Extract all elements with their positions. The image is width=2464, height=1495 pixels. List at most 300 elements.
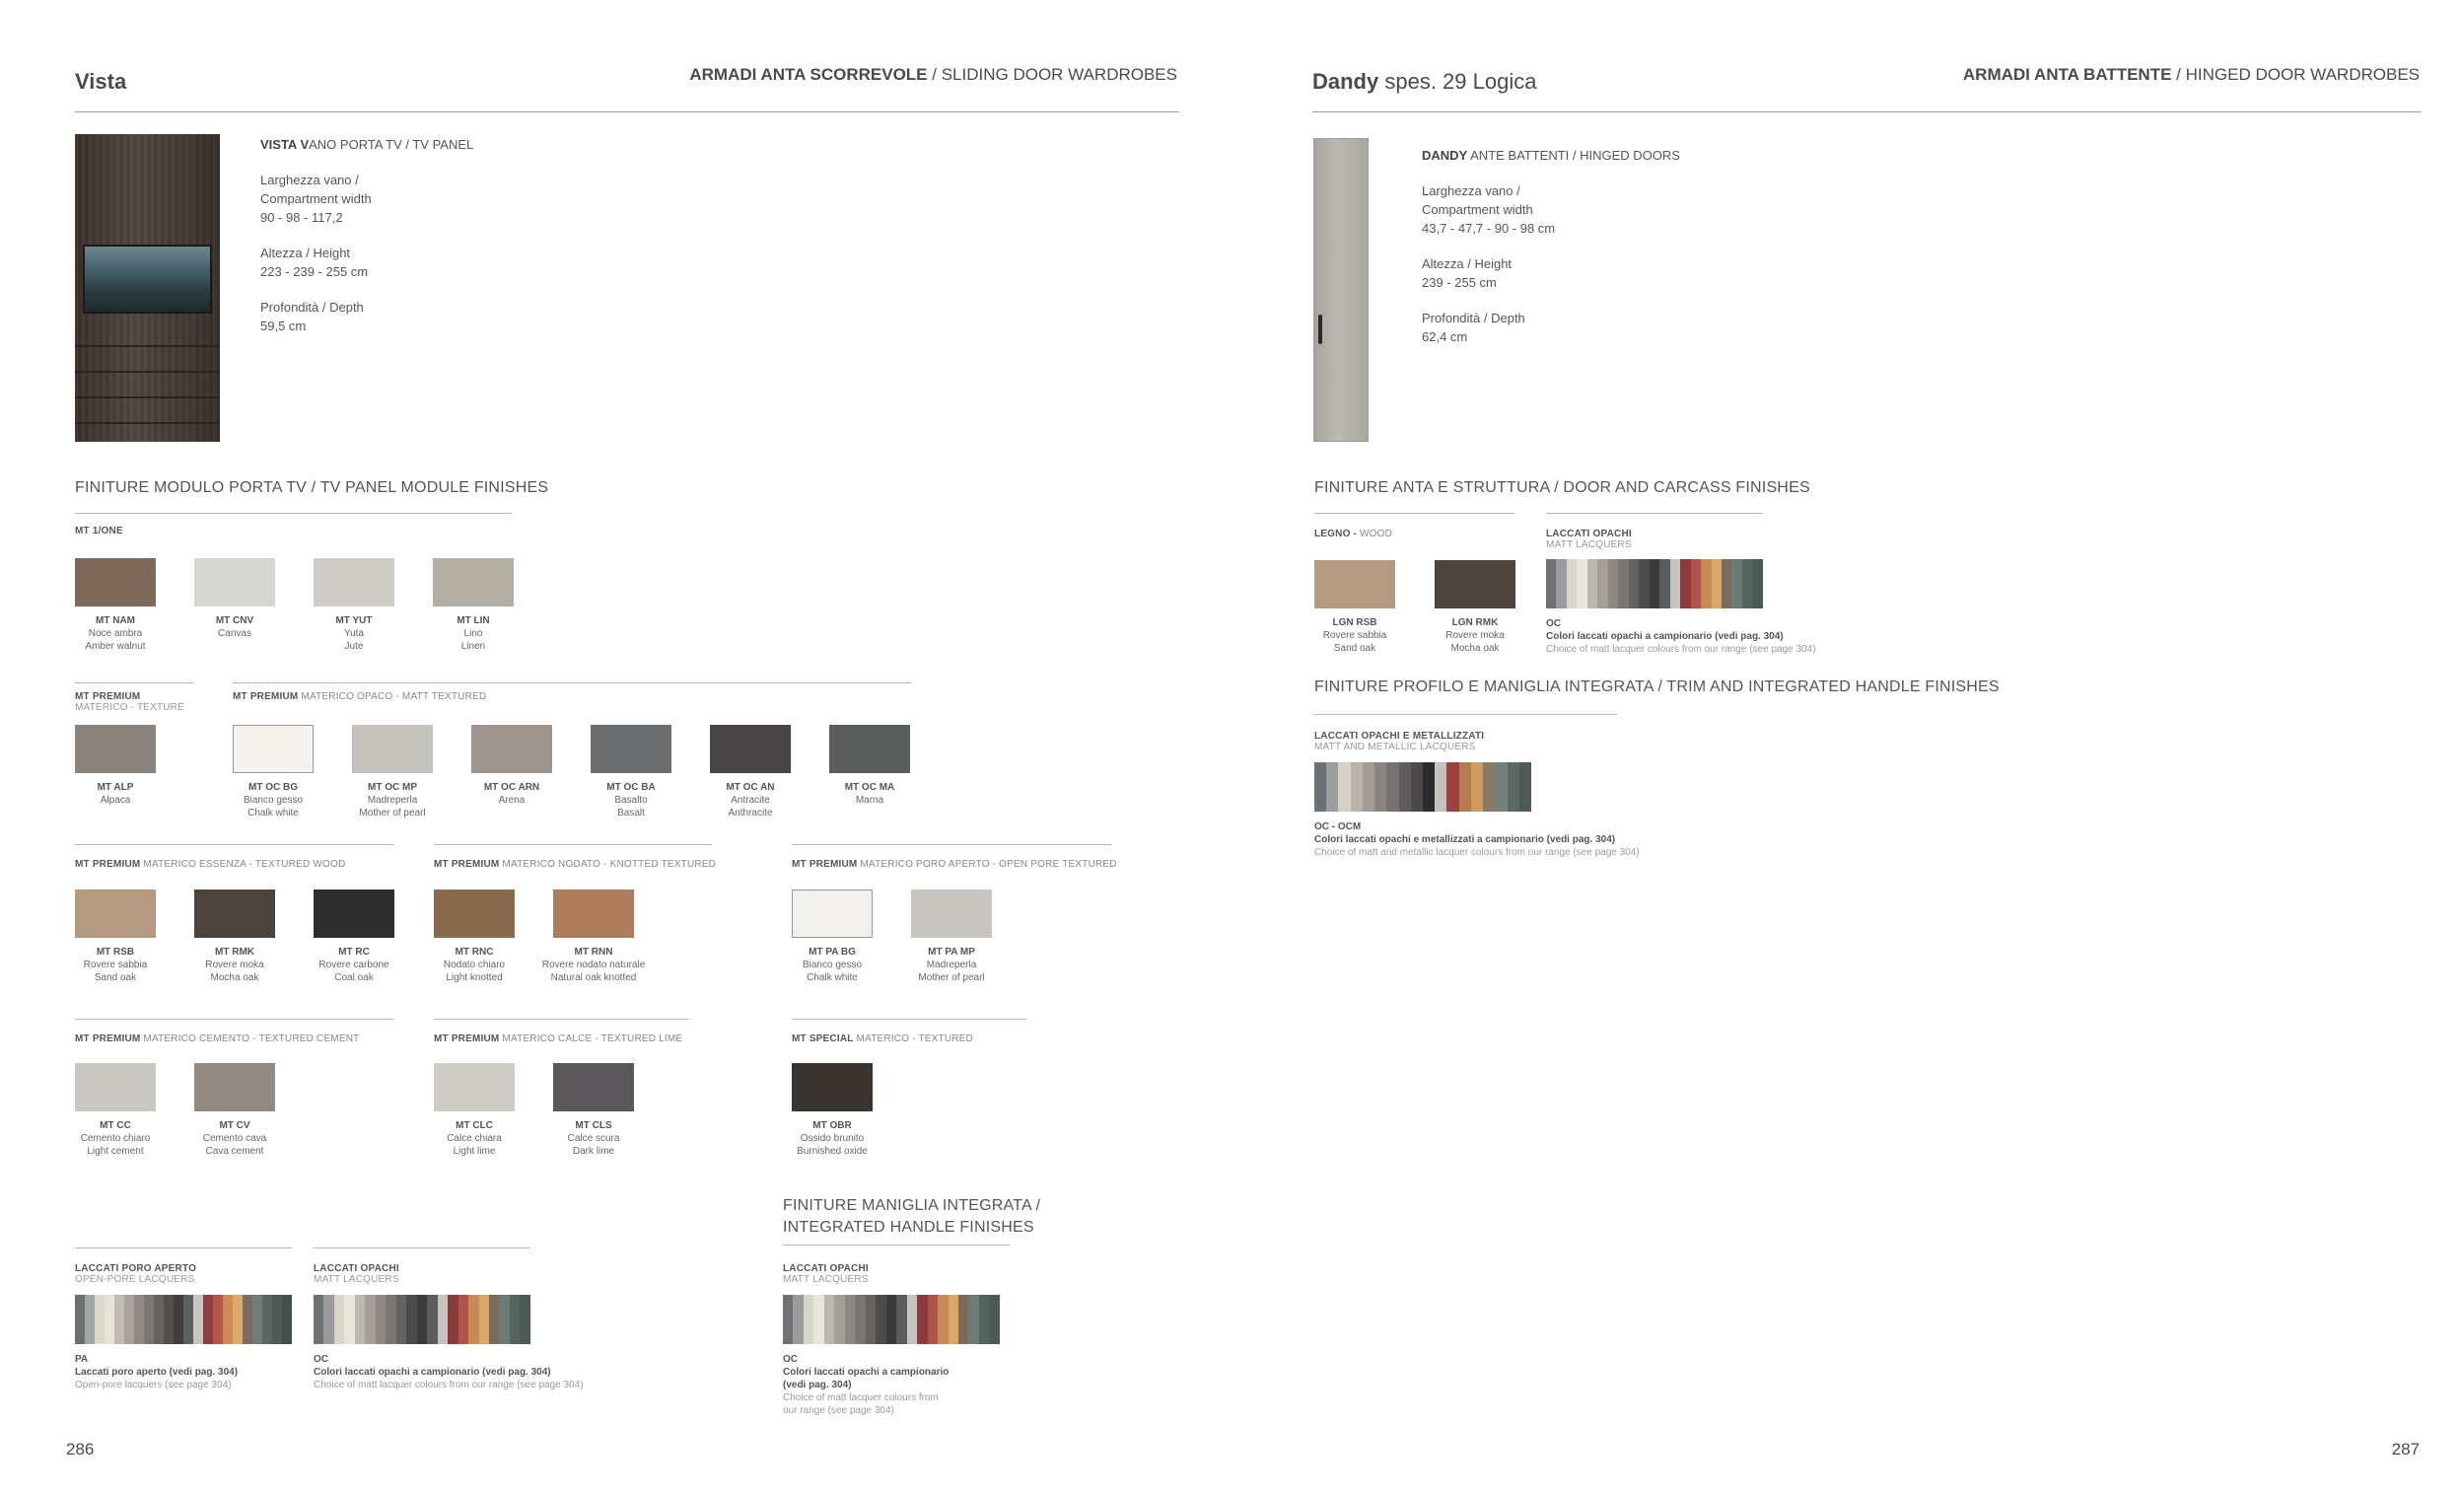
swatch-caption-mt-rnc: [415, 946, 533, 984]
lacquer-poro-code: PA: [75, 1354, 89, 1365]
matt-lacquer-strip: [314, 1295, 530, 1344]
swatch-code: MT RMK: [215, 947, 254, 958]
lacquer-color-chip: [866, 1295, 876, 1344]
group-calce-label-text: MT PREMIUM: [434, 1033, 500, 1044]
swatch-name-it: Basalto: [614, 795, 648, 806]
swatch-code: MT OC AN: [726, 782, 775, 793]
swatch-mt-oc-mp: [352, 725, 433, 773]
trim-sub: MATT AND METALLIC LACQUERS: [1314, 742, 1476, 752]
lacquer-opachi-en: Choice of matt lacquer colours from our range (see page 304): [314, 1380, 584, 1390]
right-header-rule: [1312, 111, 2421, 112]
lacquer-color-chip: [114, 1295, 124, 1344]
lacquer-color-chip: [243, 1295, 252, 1344]
lacquer-color-chip: [386, 1295, 395, 1344]
lacquer-color-chip: [1556, 559, 1566, 608]
vista-tv-screen: [83, 245, 212, 314]
handle-en1: Choice of matt lacquer colours from: [783, 1392, 939, 1403]
right-lacquer-sub: MATT LACQUERS: [1546, 539, 1632, 550]
swatch-name-en: Cava cement: [205, 1146, 264, 1157]
swatch-lgn-rmk: [1435, 560, 1515, 608]
swatch-mt-oc-an: [710, 725, 791, 773]
lacquer-opachi-rule: [314, 1247, 530, 1248]
swatch-caption-mt-cv: [176, 1119, 294, 1158]
lacquer-color-chip: [1351, 762, 1363, 812]
lacquer-color-chip: [824, 1295, 834, 1344]
handle-title-line2: INTEGRATED HANDLE FINISHES: [783, 1219, 1034, 1236]
group-essenza-sub: MATERICO ESSENZA - TEXTURED WOOD: [140, 859, 346, 870]
swatch-code: MT YUT: [335, 615, 373, 626]
open-pore-lacquer-strip: [75, 1295, 292, 1344]
swatch-name-it: Rovere sabbia: [1322, 630, 1387, 641]
dandy-height-label: Altezza / Height: [1422, 256, 1513, 271]
lacquer-color-chip: [344, 1295, 354, 1344]
swatch-mt-rsb: [75, 890, 156, 938]
lacquer-color-chip: [203, 1295, 213, 1344]
lacquer-color-chip: [174, 1295, 183, 1344]
lacquer-color-chip: [376, 1295, 386, 1344]
group-nodato-sub: MATERICO NODATO - KNOTTED TEXTURED: [499, 859, 717, 870]
right-category-rest: / HINGED DOOR WARDROBES: [2171, 65, 2420, 84]
lacquer-color-chip: [1680, 559, 1690, 608]
lacquer-color-chip: [928, 1295, 938, 1344]
lacquer-color-chip: [813, 1295, 823, 1344]
swatch-mt-rnn: [553, 890, 634, 938]
swatch-caption-mt-rmk: [176, 946, 294, 984]
group-opaco-label-text: MT PREMIUM: [233, 691, 299, 702]
lacquer-color-chip: [1386, 762, 1398, 812]
swatch-mt-cv: [194, 1063, 275, 1111]
swatch-caption-mt-oc-bg: [214, 781, 332, 819]
lacquer-color-chip: [1423, 762, 1435, 812]
lacquer-color-chip: [427, 1295, 437, 1344]
right-lacquer-rule: [1546, 513, 1763, 514]
swatch-caption-lgn-rsb: [1296, 616, 1414, 655]
left-finishes-title: FINITURE MODULO PORTA TV / TV PANEL MODULE FINISHES: [75, 479, 549, 496]
dandy-depth-value: 62,4 cm: [1422, 329, 1468, 344]
lacquer-color-chip: [396, 1295, 406, 1344]
spacer: [1422, 165, 1680, 181]
swatch-name-it: Nodato chiaro: [443, 960, 506, 970]
lacquer-color-chip: [1712, 559, 1722, 608]
swatch-mt-nam: [75, 558, 156, 606]
lacquer-color-chip: [989, 1295, 999, 1344]
dandy-product-image: [1313, 138, 1369, 442]
lacquer-color-chip: [1446, 762, 1458, 812]
handle-code: OC: [783, 1354, 798, 1365]
swatch-name-it: Cemento cava: [202, 1133, 267, 1144]
right-lacquer-label: [1546, 529, 1632, 550]
vista-width-label: Larghezza vano /: [260, 173, 359, 187]
lacquer-color-chip: [105, 1295, 114, 1344]
right-lacquer-it: Colori laccati opachi a campionario (vedi pag. 304): [1546, 631, 1784, 642]
swatch-caption-mt-clc: [415, 1119, 533, 1158]
swatch-caption-mt-rsb: [56, 946, 175, 984]
swatch-name-it: Rovere nodato naturale: [541, 960, 646, 970]
dandy-width-label-en: Compartment width: [1422, 202, 1533, 217]
swatch-mt-cnv: [194, 558, 275, 606]
lacquer-color-chip: [1435, 762, 1446, 812]
swatch-code: MT CNV: [215, 615, 254, 626]
swatch-code: MT OBR: [812, 1120, 852, 1131]
lacquer-poro-sub: OPEN-PORE LACQUERS: [75, 1274, 195, 1285]
swatch-caption-mt-cnv: [176, 614, 294, 640]
swatch-caption-mt-oc-ba: [572, 781, 690, 819]
spacer: [1422, 238, 1680, 254]
lacquer-color-chip: [124, 1295, 134, 1344]
swatch-name-en: Basalt: [617, 808, 645, 819]
group-mt1-label: MT 1/ONE: [75, 526, 123, 536]
lacquer-color-chip: [1577, 559, 1586, 608]
swatch-name-it: Calce scura: [567, 1133, 620, 1144]
dandy-depth-label: Profondità / Depth: [1422, 311, 1525, 325]
swatch-code: MT PA BG: [809, 947, 856, 958]
handle-finishes-title: [783, 1195, 1040, 1239]
swatch-code: MT OC MA: [844, 782, 895, 793]
lacquer-color-chip: [144, 1295, 154, 1344]
lacquer-color-chip: [1399, 762, 1411, 812]
trim-label-text: LACCATI OPACHI E METALLIZZATI: [1314, 731, 1485, 742]
lacquer-color-chip: [499, 1295, 509, 1344]
right-lacquer-note: [1546, 617, 1960, 656]
lacquer-color-chip: [1742, 559, 1752, 608]
lacquer-color-chip: [1597, 559, 1607, 608]
swatch-name-en: Anthracite: [728, 808, 773, 819]
lacquer-color-chip: [1629, 559, 1639, 608]
lacquer-color-chip: [1701, 559, 1711, 608]
swatch-caption-mt-yut: [295, 614, 413, 653]
right-category: [1963, 65, 2420, 85]
lacquer-color-chip: [845, 1295, 855, 1344]
swatch-code: MT RSB: [96, 947, 135, 958]
group-nodato-label: [434, 859, 716, 870]
trim-code: OC - OCM: [1314, 821, 1362, 832]
swatch-name-en: Mocha oak: [1450, 643, 1500, 654]
left-page-title: Vista: [75, 69, 127, 94]
swatch-caption-mt-oc-mp: [333, 781, 452, 819]
swatch-name-it: Ossido brunito: [800, 1133, 865, 1144]
swatch-mt-clc: [434, 1063, 515, 1111]
lacquer-opachi-note: [314, 1353, 708, 1391]
swatch-caption-mt-oc-ma: [810, 781, 929, 807]
lacquer-color-chip: [468, 1295, 478, 1344]
lacquer-poro-it: Laccati poro aperto (vedi pag. 304): [75, 1367, 239, 1378]
swatch-mt-yut: [314, 558, 394, 606]
right-lacquer-en: Choice of matt lacquer colours from our range (see page 304): [1546, 644, 1816, 655]
right-legno-rule: [1314, 513, 1514, 514]
swatch-name-en: Dark lime: [572, 1146, 615, 1157]
vista-depth-label: Profondità / Depth: [260, 300, 364, 315]
lacquer-color-chip: [938, 1295, 948, 1344]
swatch-name-it: Arena: [498, 795, 526, 806]
group-calce-sub: MATERICO CALCE - TEXTURED LIME: [499, 1033, 683, 1044]
lacquer-color-chip: [334, 1295, 344, 1344]
group-special-sub: MATERICO - TEXTURED: [853, 1033, 973, 1044]
legno-sub: WOOD: [1360, 529, 1393, 539]
dandy-width-label: Larghezza vano /: [1422, 183, 1520, 198]
swatch-mt-obr: [792, 1063, 873, 1111]
swatch-caption-mt-lin: [414, 614, 532, 653]
group-essenza-label: [75, 859, 345, 870]
lacquer-color-chip: [314, 1295, 323, 1344]
handle-it1: Colori laccati opachi a campionario: [783, 1367, 950, 1378]
dandy-handle: [1318, 315, 1322, 344]
swatch-code: MT OC BA: [606, 782, 656, 793]
swatch-code: MT ALP: [97, 782, 134, 793]
swatch-code: MT RNN: [574, 947, 613, 958]
group-cemento-label: [75, 1033, 359, 1044]
lacquer-color-chip: [804, 1295, 813, 1344]
vista-name-bold: VISTA V: [260, 137, 310, 152]
lacquer-opachi-it: Colori laccati opachi a campionario (vedi pag. 304): [314, 1367, 551, 1378]
group-cemento-label-text: MT PREMIUM: [75, 1033, 141, 1044]
lacquer-color-chip: [1459, 762, 1471, 812]
lacquer-color-chip: [1670, 559, 1680, 608]
spacer: [260, 227, 473, 244]
lacquer-color-chip: [282, 1295, 292, 1344]
lacquer-color-chip: [520, 1295, 529, 1344]
swatch-mt-oc-bg: [233, 725, 314, 773]
lacquer-color-chip: [479, 1295, 489, 1344]
lacquer-color-chip: [783, 1295, 793, 1344]
lacquer-color-chip: [183, 1295, 193, 1344]
trim-finishes-title: FINITURE PROFILO E MANIGLIA INTEGRATA / TRIM AND INTEGRATED HANDLE FINISHES: [1314, 678, 2000, 695]
swatch-caption-mt-pa-mp: [892, 946, 1011, 984]
lacquer-color-chip: [1519, 762, 1531, 812]
lacquer-color-chip: [896, 1295, 906, 1344]
swatch-name-it: Rovere carbone: [318, 960, 389, 970]
swatch-name-it: Yuta: [343, 628, 365, 639]
trim-it: Colori laccati opachi e metallizzati a campionario (vedi pag. 304): [1314, 834, 1616, 845]
swatch-caption-mt-cc: [56, 1119, 175, 1158]
dandy-name-bold: DANDY: [1422, 148, 1468, 163]
lacquer-color-chip: [1567, 559, 1577, 608]
swatch-code: MT CLS: [575, 1120, 612, 1131]
dandy-name-rest: ANTE BATTENTI / HINGED DOORS: [1467, 148, 1680, 163]
dandy-product-name: [1422, 146, 1680, 165]
lacquer-color-chip: [154, 1295, 164, 1344]
group-cemento-sub: MATERICO CEMENTO - TEXTURED CEMENT: [140, 1033, 360, 1044]
swatch-code: MT CC: [100, 1120, 131, 1131]
group-poro-rule: [792, 844, 1111, 845]
lacquer-color-chip: [1608, 559, 1618, 608]
left-category-rest: / SLIDING DOOR WARDROBES: [927, 65, 1177, 84]
swatch-name-it: Madreperla: [926, 960, 977, 970]
vista-panel-line-4: [75, 422, 220, 424]
swatch-caption-mt-rc: [295, 946, 413, 984]
swatch-caption-mt-oc-arn: [453, 781, 571, 807]
swatch-name-en: Light cement: [87, 1146, 144, 1157]
right-page-title: [1312, 69, 1536, 95]
vista-product-image: [75, 134, 220, 442]
swatch-caption-mt-rnn: [534, 946, 653, 984]
handle-en2: our range (see page 304): [783, 1405, 894, 1416]
lacquer-poro-label: [75, 1263, 196, 1285]
swatch-name-en: Mocha oak: [210, 972, 259, 983]
lacquer-color-chip: [876, 1295, 885, 1344]
left-category-bold: ARMADI ANTA SCORREVOLE: [689, 65, 928, 84]
swatch-code: MT RNC: [455, 947, 494, 958]
lacquer-color-chip: [855, 1295, 865, 1344]
group-alp-rule: [75, 682, 193, 683]
lacquer-color-chip: [252, 1295, 262, 1344]
swatch-mt-cc: [75, 1063, 156, 1111]
swatch-caption-mt-pa-bg: [773, 946, 891, 984]
lacquer-color-chip: [510, 1295, 520, 1344]
lacquer-color-chip: [223, 1295, 233, 1344]
lacquer-color-chip: [968, 1295, 978, 1344]
handle-lacquer-label-text: LACCATI OPACHI: [783, 1263, 869, 1274]
lacquer-color-chip: [1650, 559, 1659, 608]
lacquer-color-chip: [85, 1295, 95, 1344]
group-calce-rule: [434, 1019, 689, 1020]
lacquer-color-chip: [365, 1295, 375, 1344]
handle-it2: (vedi pag. 304): [783, 1380, 852, 1390]
right-title-bold: Dandy: [1312, 69, 1379, 94]
lacquer-color-chip: [489, 1295, 499, 1344]
swatch-name-it: Lino: [463, 628, 483, 639]
lacquer-color-chip: [1338, 762, 1350, 812]
swatch-name-en: Chalk white: [247, 808, 299, 819]
swatch-mt-oc-ma: [829, 725, 910, 773]
swatch-mt-oc-ba: [591, 725, 671, 773]
vista-panel-line-1: [75, 345, 220, 347]
swatch-code: MT LIN: [457, 615, 490, 626]
swatch-name-en: Chalk white: [807, 972, 858, 983]
swatch-caption-mt-alp: [56, 781, 175, 807]
spacer: [260, 281, 473, 298]
swatch-mt-rc: [314, 890, 394, 938]
dandy-width-value: 43,7 - 47,7 - 90 - 98 cm: [1422, 221, 1556, 236]
lacquer-color-chip: [958, 1295, 968, 1344]
handle-title-line1: FINITURE MANIGLIA INTEGRATA /: [783, 1197, 1041, 1214]
lacquer-color-chip: [438, 1295, 448, 1344]
trim-en: Choice of matt and metallic lacquer colours from our range (see page 304): [1314, 847, 1640, 858]
swatch-name-en: Amber walnut: [85, 641, 146, 652]
vista-width-value: 90 - 98 - 117,2: [260, 210, 343, 225]
swatch-name-it: Bianco gesso: [243, 795, 304, 806]
lacquer-color-chip: [1546, 559, 1556, 608]
swatch-name-it: Cemento chiaro: [80, 1133, 151, 1144]
right-legno-label: [1314, 529, 1392, 539]
trim-lacquer-note: [1314, 820, 1788, 859]
vista-product-name: [260, 135, 473, 154]
right-title-rest: spes. 29 Logica: [1378, 69, 1537, 94]
swatch-mt-oc-arn: [471, 725, 552, 773]
swatch-code: MT RC: [338, 947, 370, 958]
lacquer-opachi-label-text: LACCATI OPACHI: [314, 1263, 399, 1274]
swatch-name-it: Rovere moka: [205, 960, 264, 970]
swatch-code: LGN RMK: [1451, 617, 1499, 628]
left-header-rule: [75, 111, 1179, 112]
lacquer-color-chip: [262, 1295, 272, 1344]
swatch-name-it: Antracite: [731, 795, 770, 806]
swatch-name-it: Rovere moka: [1445, 630, 1505, 641]
lacquer-poro-en: Open-pore lacquers (see page 304): [75, 1380, 232, 1390]
lacquer-color-chip: [164, 1295, 174, 1344]
lacquer-color-chip: [1508, 762, 1519, 812]
lacquer-color-chip: [272, 1295, 282, 1344]
group-alp-label: [75, 691, 184, 713]
vista-height-label: Altezza / Height: [260, 246, 351, 260]
trim-lacquer-strip: [1314, 762, 1531, 812]
group-cemento-rule: [75, 1019, 393, 1020]
lacquer-color-chip: [1752, 559, 1762, 608]
lacquer-color-chip: [1326, 762, 1338, 812]
group-calce-label: [434, 1033, 682, 1044]
lacquer-color-chip: [1374, 762, 1386, 812]
lacquer-color-chip: [979, 1295, 989, 1344]
group-essenza-label-text: MT PREMIUM: [75, 859, 141, 870]
swatch-name-it: Calce chiara: [447, 1133, 502, 1144]
lacquer-color-chip: [949, 1295, 958, 1344]
handle-lacquer-label: [783, 1263, 869, 1285]
vista-height-value: 223 - 239 - 255 cm: [260, 264, 369, 279]
lacquer-color-chip: [458, 1295, 468, 1344]
lacquer-color-chip: [1495, 762, 1507, 812]
swatch-mt-pa-mp: [911, 890, 992, 938]
swatch-code: MT OC ARN: [483, 782, 540, 793]
trim-rule: [1314, 714, 1617, 715]
swatch-caption-mt-oc-an: [691, 781, 810, 819]
dandy-specs: [1422, 146, 1680, 346]
lacquer-color-chip: [95, 1295, 105, 1344]
swatch-name-it: Noce ambra: [88, 628, 143, 639]
lacquer-color-chip: [1722, 559, 1731, 608]
dandy-height-value: 239 - 255 cm: [1422, 275, 1497, 290]
handle-lacquer-note: [783, 1353, 1039, 1417]
lacquer-color-chip: [75, 1295, 85, 1344]
swatch-name-en: Burnished oxide: [797, 1146, 868, 1157]
lacquer-color-chip: [213, 1295, 223, 1344]
lacquer-color-chip: [1731, 559, 1741, 608]
swatch-code: MT PA MP: [928, 947, 975, 958]
lacquer-poro-label-text: LACCATI PORO APERTO: [75, 1263, 197, 1274]
group-poro-label-text: MT PREMIUM: [792, 859, 858, 870]
lacquer-color-chip: [134, 1295, 144, 1344]
right-lacquer-label-text: LACCATI OPACHI: [1546, 529, 1632, 539]
lacquer-opachi-code: OC: [314, 1354, 328, 1365]
lacquer-color-chip: [1483, 762, 1495, 812]
lacquer-color-chip: [793, 1295, 803, 1344]
left-finishes-rule: [75, 513, 512, 514]
swatch-mt-pa-bg: [792, 890, 873, 938]
lacquer-color-chip: [1314, 762, 1326, 812]
lacquer-color-chip: [886, 1295, 896, 1344]
right-matt-lacquer-strip: [1546, 559, 1763, 608]
swatch-name-it: Alpaca: [100, 795, 131, 806]
swatch-code: MT OC MP: [368, 782, 417, 793]
swatch-mt-lin: [433, 558, 514, 606]
swatch-name-en: Jute: [344, 641, 364, 652]
vista-specs: [260, 135, 473, 335]
swatch-caption-mt-nam: [56, 614, 175, 653]
lacquer-color-chip: [907, 1295, 917, 1344]
lacquer-color-chip: [406, 1295, 416, 1344]
group-essenza-rule: [75, 844, 393, 845]
swatch-name-en: Sand oak: [94, 972, 137, 983]
spacer: [260, 154, 473, 171]
lacquer-color-chip: [1639, 559, 1649, 608]
group-opaco-rule: [233, 682, 911, 683]
swatch-name-en: Light knotted: [446, 972, 503, 983]
group-alp-sub: MATERICO - TEXTURE: [75, 702, 185, 713]
lacquer-color-chip: [1587, 559, 1597, 608]
handle-rule: [783, 1245, 1010, 1246]
group-opaco-label: [233, 691, 486, 702]
handle-lacquer-strip: [783, 1295, 1000, 1344]
vista-panel-line-2: [75, 371, 220, 373]
right-category-bold: ARMADI ANTA BATTENTE: [1962, 65, 2172, 84]
